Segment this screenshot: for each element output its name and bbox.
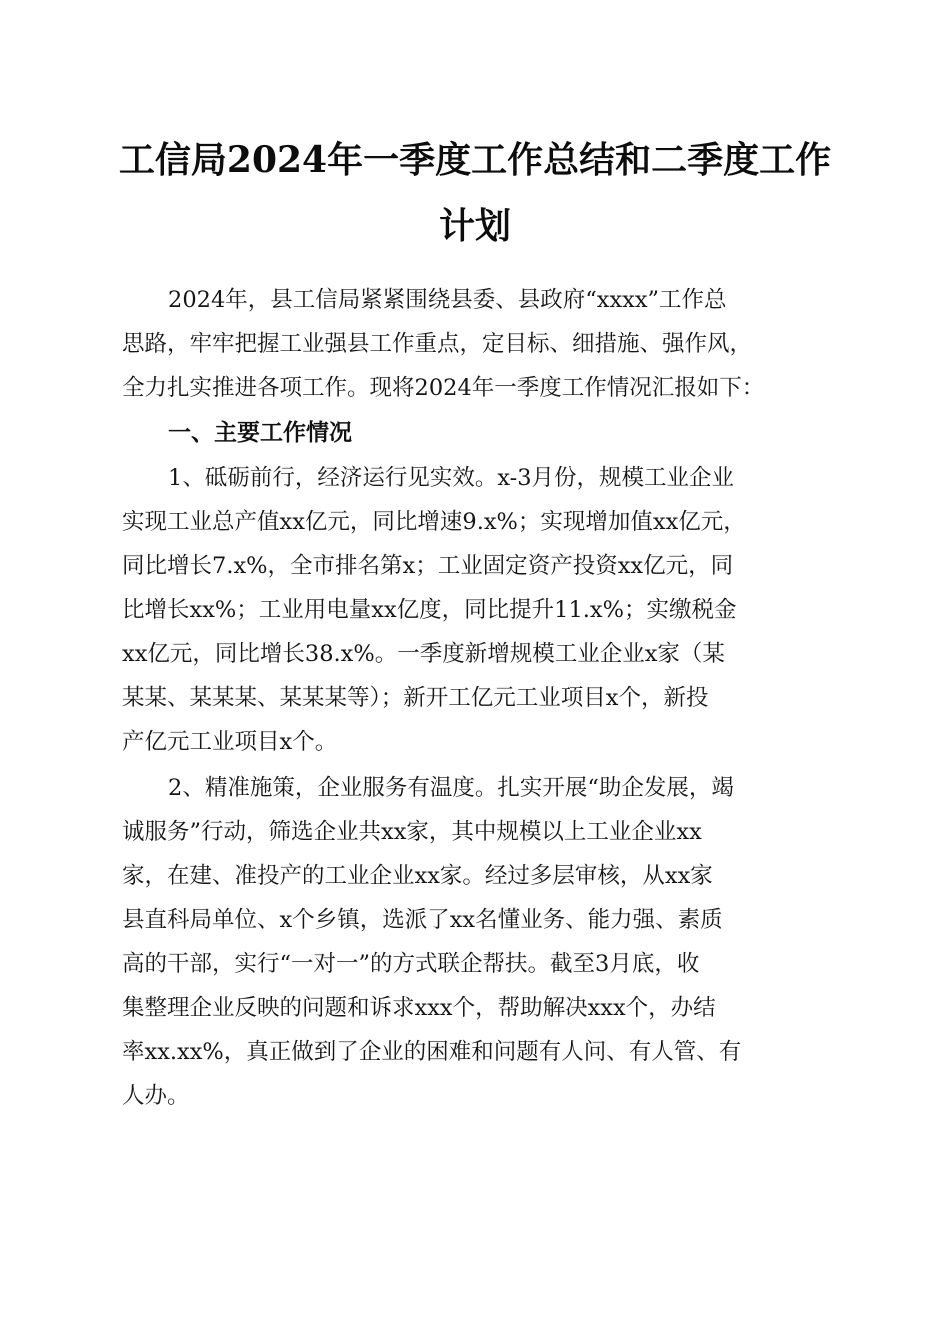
intro-line: 思路，牢牢把握工业强县工作重点，定目标、细措施、强作风， <box>122 331 753 357</box>
paragraph-line: 产亿元工业项目x个。 <box>122 729 338 755</box>
paragraph-line: 同比增长7.x%，全市排名第x；工业固定资产投资xx亿元，同 <box>122 553 734 579</box>
paragraph-line: 比增长xx%；工业用电量xx亿度，同比提升11.x%；实缴税金 <box>122 597 737 623</box>
intro-line: 全力扎实推进各项工作。现将2024年一季度工作情况汇报如下： <box>122 375 765 401</box>
paragraph-line: 诚服务”行动，筛选企业共xx家，其中规模以上工业企业xx <box>122 819 702 845</box>
paragraph-line: 实现工业总产值xx亿元，同比增速9.x%；实现增加值xx亿元， <box>122 509 746 535</box>
paragraph-line: 1、砥砺前行，经济运行见实效。x-3月份，规模工业企业 <box>168 465 735 491</box>
paragraph-line: 县直科局单位、x个乡镇，选派了xx名懂业务、能力强、素质 <box>122 907 723 933</box>
paragraph-line: 高的干部，实行“一对一”的方式联企帮扶。截至3月底，收 <box>122 951 700 977</box>
paragraph-line: 家，在建、准投产的工业企业xx家。经过多层审核，从xx家 <box>122 863 713 889</box>
paragraph-line: 集整理企业反映的问题和诉求xxx个，帮助解决xxx个，办结 <box>122 995 716 1021</box>
paragraph-line: 人办。 <box>122 1083 190 1109</box>
paragraph-line: xx亿元，同比增长38.x%。一季度新增规模工业企业x家（某 <box>122 641 725 667</box>
intro-line: 2024年，县工信局紧紧围绕县委、县政府“xxxx”工作总 <box>168 287 727 313</box>
paragraph-line: 率xx.xx%，真正做到了企业的困难和问题有人问、有人管、有 <box>122 1039 742 1065</box>
document-title-line-1: 工信局2024年一季度工作总结和二季度工作 <box>118 139 832 181</box>
paragraph-line: 2、精准施策，企业服务有温度。扎实开展“助企发展，竭 <box>168 775 734 801</box>
paragraph-line: 某某、某某某、某某某等）；新开工亿元工业项目x个，新投 <box>122 685 709 711</box>
section-heading: 一、主要工作情况 <box>168 420 352 446</box>
document-title-line-2: 计划 <box>438 205 511 247</box>
